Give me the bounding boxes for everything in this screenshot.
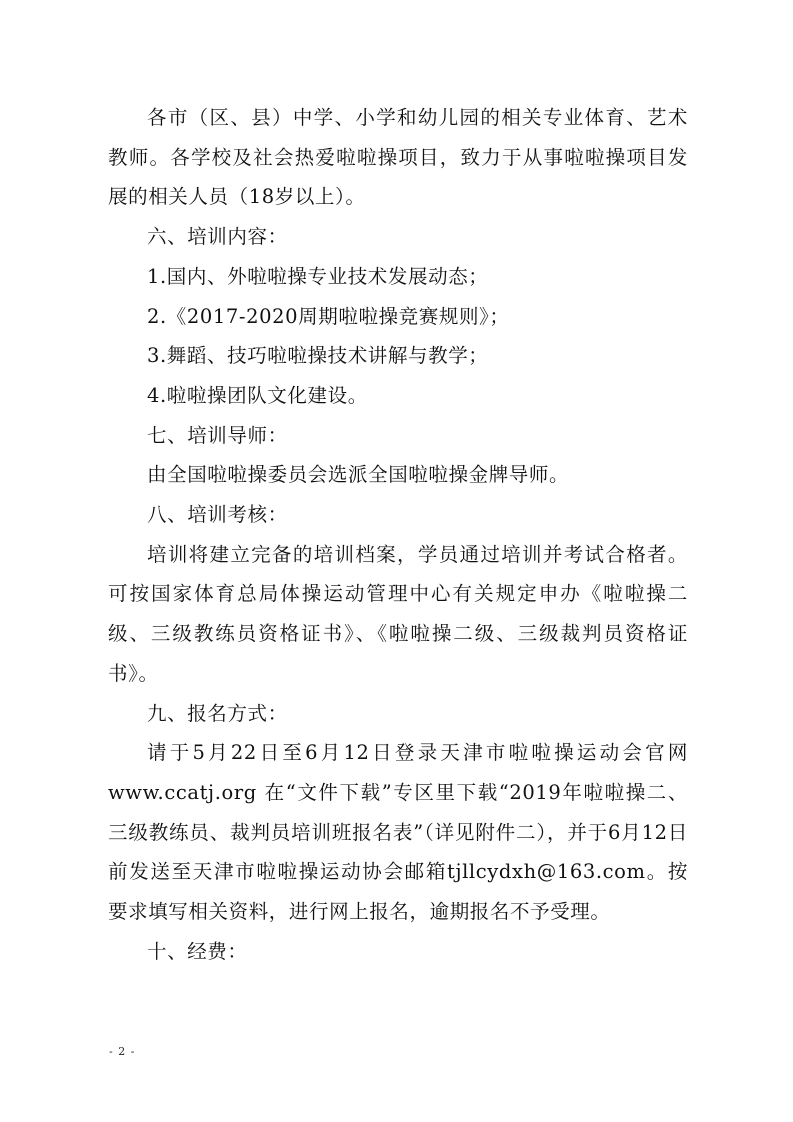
section-nine-heading: 九、报名方式：: [147, 701, 288, 725]
assessment-paragraph: 培训将建立完备的培训档案，学员通过培训并考试合格者。可按国家体育总局体操运动管理中心有关规定申办《啦啦操二级、三级教练员资格证书》、《啦啦操二级、三级裁判员资格证书》。: [108, 542, 688, 685]
registration-paragraph: 请于5月22日至6月12日登录天津市啦啦操运动会官网www.ccatj.org 在“文件下载”专区里下载“2019年啦啦操二、三级教练员、裁判员培训班报名表”（详见附件二），并于6月12日前发送至天津市啦啦操运动协会邮箱tjllcydxh@163.com。按要求填写相关资料，进行网上报名，逾期报名不予受理。: [108, 741, 688, 924]
training-mentor-text: 由全国啦啦操委员会选派全国啦啦操金牌导师。: [147, 463, 570, 487]
training-content-item-3: 3.舞蹈、技巧啦啦操技术讲解与教学；: [147, 344, 489, 368]
section-seven-heading: 七、培训导师：: [147, 423, 288, 447]
section-ten-heading: 十、经费：: [147, 939, 248, 963]
training-content-item-4: 4.啦啦操团队文化建设。: [147, 383, 368, 407]
page-number: - 2 -: [109, 1045, 136, 1058]
training-content-item-2: 2.《2017-2020周期啦啦操竞赛规则》；: [147, 304, 510, 328]
section-eight-heading: 八、培训考核：: [147, 503, 288, 527]
section-six-heading: 六、培训内容：: [147, 225, 288, 249]
eligible-participants-paragraph: 各市（区、县）中学、小学和幼儿园的相关专业体育、艺术教师。各学校及社会热爱啦啦操项目，致力于从事啦啦操项目发展的相关人员（18岁以上）。: [108, 106, 688, 209]
document-body: [108, 98, 688, 971]
training-content-item-1: 1.国内、外啦啦操专业技术发展动态；: [147, 264, 489, 288]
